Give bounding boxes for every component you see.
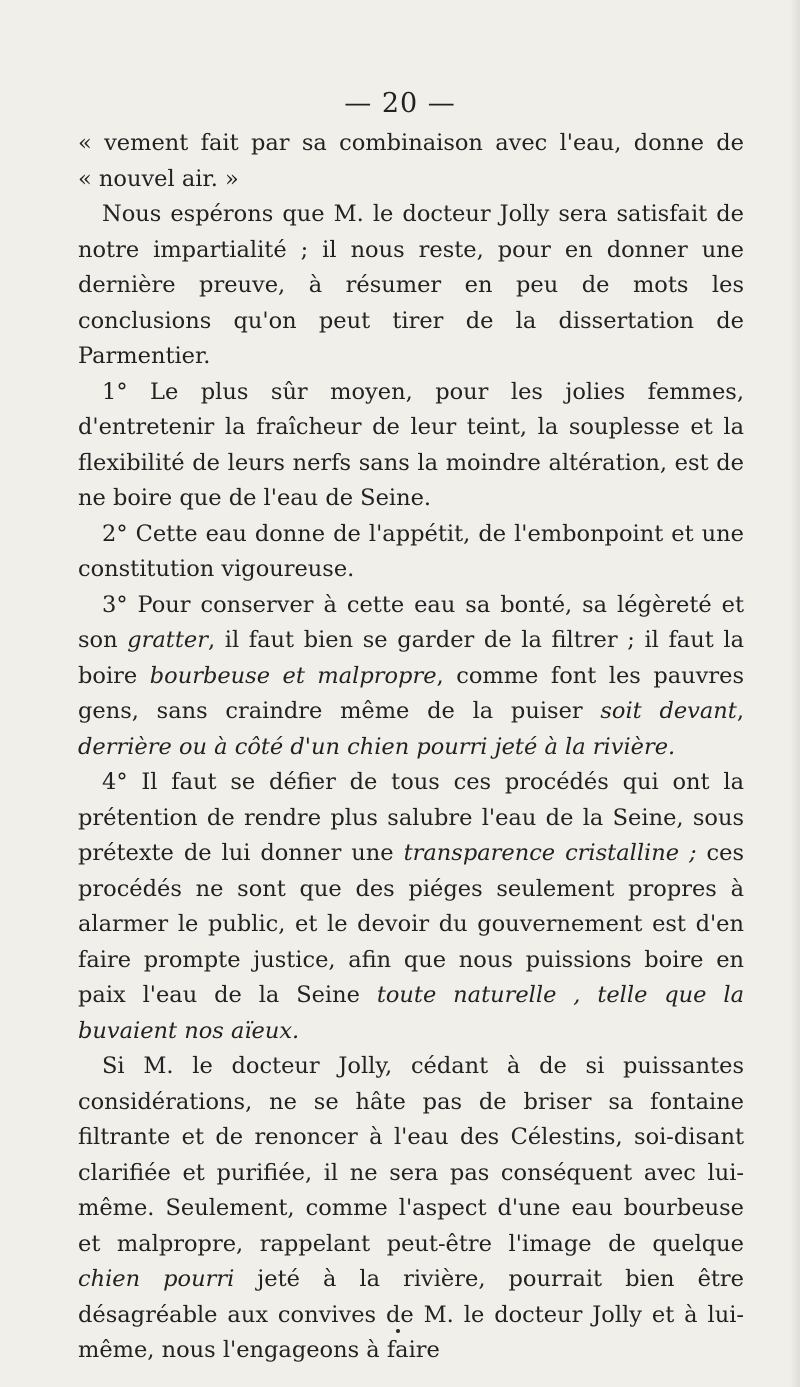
italic-run: chien pourri <box>78 1266 235 1292</box>
text-run: 3° Pour conserver à cette eau sa bonté, sa légèreté et son <box>78 591 744 653</box>
paragraph-conclusion-1: 1° Le plus sûr moyen, pour les jolies femmes, d'entretenir la fraîcheur de leur teint, la souplesse et la flexibilité de leurs nerfs sans la moindre altération, est de ne boire que de l'eau de Seine. <box>78 378 744 511</box>
text-run: , il faut bien se garder de la filtrer ; il faut la boire <box>78 627 744 689</box>
italic-run: bourbeuse et malpropre <box>149 662 437 689</box>
text-run: , <box>736 698 744 724</box>
quote-line-1: « vement fait par sa combinaison avec l'eau, donne de <box>78 130 744 156</box>
italic-run: toute naturelle , telle que la buvaient nos aïeux. <box>78 982 744 1044</box>
text-run: , comme font les pauvres gens, sans craindre même de la puiser <box>78 662 745 724</box>
italic-run: derrière ou à côté d'un chien pourri jeté à la rivière. <box>78 733 676 760</box>
text-run: 4° Il faut se défier de tous ces procédés qui ont la prétention de rendre plus salubre l'eau de la Seine, sous prétexte de lui donner une <box>78 769 744 866</box>
italic-run: soit devant <box>600 698 737 724</box>
paragraph-conclusion-4 <box>78 765 744 1049</box>
paragraph-hope: Nous espérons que M. le docteur Jolly sera satisfait de notre impartialité ; il nous reste, pour en donner une dernière preuve, à résumer en peu de mots les conclusions qu'on peut tirer de la dissertation de Parmentier. <box>78 201 744 369</box>
text-run: ces procédés ne sont que des piéges seulement propres à alarmer le public, et le devoir du gouvernement est d'en faire prompte justice, afin que nous puissions boire en paix l'eau de la Seine <box>78 840 744 1008</box>
italic-run: transparence cristalline ; <box>403 840 697 866</box>
page-edge-shadow <box>790 0 800 1387</box>
text-run: Si M. le docteur Jolly, cédant à de si puissantes considérations, ne se hâte pas de briser sa fontaine filtrante et de renoncer à l'eau des Célestins, soi-disant clarifiée et purifiée, il ne sera pas conséquent avec lui-même. Seulement, comme l'aspect d'une eau bourbeuse et malpropre, rappelant peut-être l'image de quelque <box>78 1053 744 1257</box>
page-number: — 20 — <box>344 88 456 119</box>
italic-run: gratter <box>127 627 208 653</box>
quote-line-2: « nouvel air. » <box>78 165 239 192</box>
paragraph-conclusion-2: 2° Cette eau donne de l'appétit, de l'embonpoint et une constitution vigoureuse. <box>78 520 744 582</box>
text-run: jeté à la rivière, pourrait bien être désagréable aux convives de M. le docteur Jolly et à lui-même, nous l'engageons à faire <box>78 1266 744 1363</box>
paragraph-final <box>78 1049 744 1369</box>
printer-dot <box>396 1329 400 1333</box>
paragraph-conclusion-3 <box>78 588 744 766</box>
body-text <box>78 126 744 1369</box>
